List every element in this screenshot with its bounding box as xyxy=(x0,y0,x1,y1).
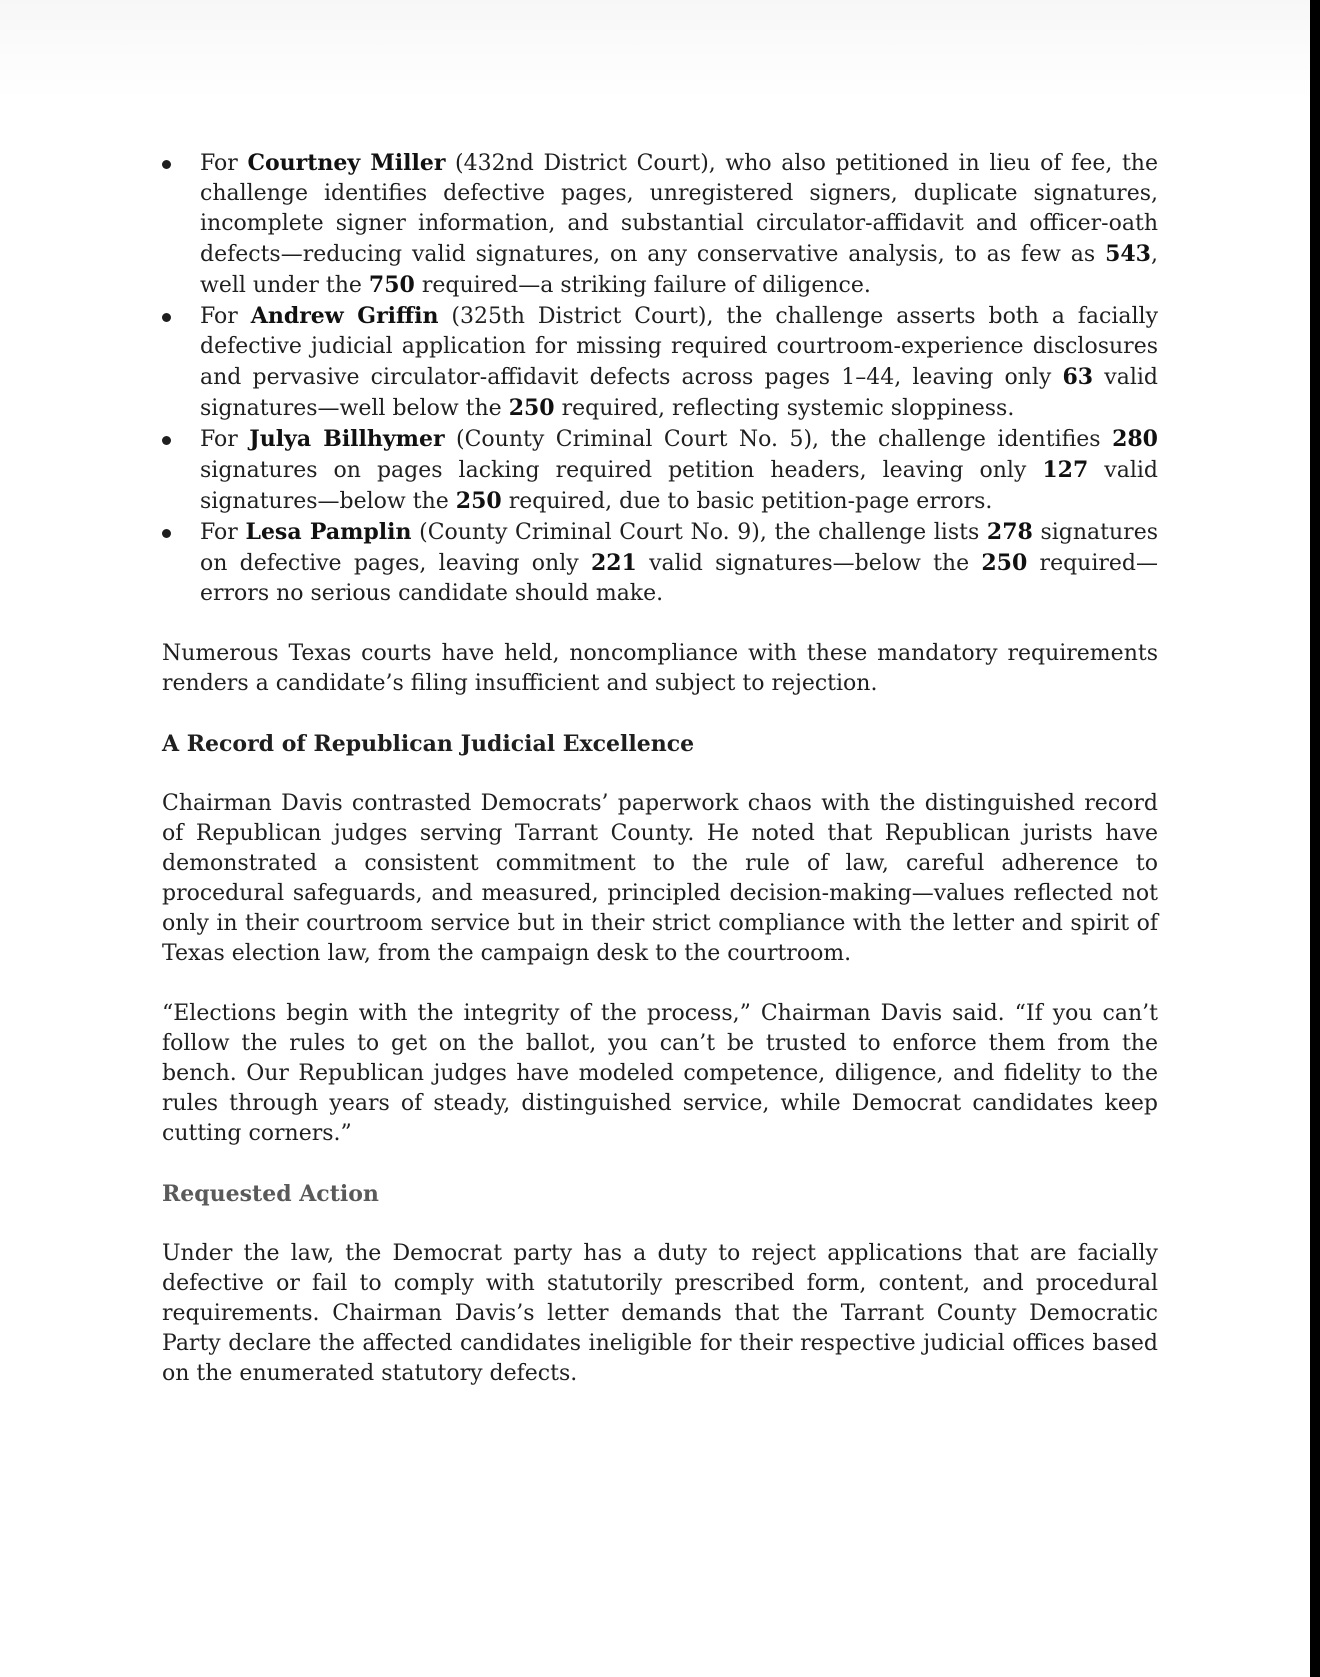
text-run: For xyxy=(200,427,250,452)
number-highlight: 280 xyxy=(1112,426,1158,452)
text-run: required—a striking failure of diligence. xyxy=(414,273,871,298)
section-heading-record: A Record of Republican Judicial Excellence xyxy=(162,731,695,757)
text-run: For xyxy=(200,520,246,545)
bullet-icon xyxy=(162,160,171,169)
candidate-name: Andrew Griffin xyxy=(250,303,439,329)
number-highlight: 543 xyxy=(1105,241,1151,267)
paragraph-quote: “Elections begin with the integrity of the process,” Chairman Davis said. “If you can’t follow the rules to get on the ballot, you can’t be trusted to enforce them from the bench. Our Republican judges have modeled competence, diligence, and fidelity to the rules through years of steady, distinguished service, while Democrat candidates keep cutting corners.” xyxy=(162,1001,1158,1146)
list-item-andrew-griffin xyxy=(162,301,1158,424)
list-item-lesa-pamplin xyxy=(162,517,1158,609)
section-heading-requested-action: Requested Action xyxy=(162,1181,379,1207)
number-highlight: 250 xyxy=(455,488,502,514)
text-run: required, reflecting systemic sloppiness. xyxy=(554,396,1015,421)
text-run: For xyxy=(200,304,251,329)
text-run: (County Criminal Court No. 9), the challenge lists xyxy=(411,520,987,545)
text-run: signatures on pages lacking required petition headers, leaving only xyxy=(200,458,1043,483)
candidate-name: Lesa Pamplin xyxy=(245,519,412,545)
candidate-defects-list xyxy=(162,148,1158,609)
bullet-icon xyxy=(162,436,171,445)
text-run: valid signatures—below the xyxy=(200,458,1158,514)
text-run: (325th District Court), the challenge asserts both a facially defective judicial application for missing required courtroom-experience disclosures and pervasive circulator-affidavit defects across pages 1–44, leaving only xyxy=(200,304,1158,390)
number-highlight: 250 xyxy=(981,550,1028,576)
bullet-icon xyxy=(162,313,171,322)
text-run: For xyxy=(200,151,248,176)
text-run: required—errors no serious candidate should make. xyxy=(200,551,1158,606)
number-highlight: 250 xyxy=(508,395,555,421)
text-run: required, due to basic petition-page errors. xyxy=(501,489,993,514)
bullet-icon xyxy=(162,529,171,538)
paragraph-contrast: Chairman Davis contrasted Democrats’ paperwork chaos with the distinguished record of Republican judges serving Tarrant County. He noted that Republican jurists have demonstrated a consistent commitment to the rule of law, careful adherence to procedural safeguards, and measured, principled decision-making—values reflected not only in their courtroom service but in their strict compliance with the letter and spirit of Texas election law, from the campaign desk to the courtroom. xyxy=(162,791,1158,966)
paragraph-action: Under the law, the Democrat party has a duty to reject applications that are facially defective or fail to comply with statutorily prescribed form, content, and procedural requirements. Chairman Davis’s letter demands that the Tarrant County Democratic Party declare the affected candidates ineligible for their respective judicial offices based on the enumerated statutory defects. xyxy=(162,1241,1158,1386)
text-run: , well under the xyxy=(200,242,1158,298)
number-highlight: 278 xyxy=(986,519,1033,545)
document-body xyxy=(162,148,1158,1389)
number-highlight: 127 xyxy=(1042,457,1089,483)
paragraph-courts: Numerous Texas courts have held, noncompliance with these mandatory requirements renders a candidate’s filing insufficient and subject to rejection. xyxy=(162,641,1158,696)
number-highlight: 221 xyxy=(590,550,637,576)
text-run: (County Criminal Court No. 5), the challenge identifies xyxy=(444,427,1113,452)
list-item-julya-billhymer xyxy=(162,424,1158,517)
number-highlight: 750 xyxy=(368,272,415,298)
candidate-name: Courtney Miller xyxy=(247,150,446,176)
list-item-courtney-miller xyxy=(162,148,1158,301)
text-run: (432nd District Court), who also petitioned in lieu of fee, the challenge identifies defective pages, unregistered signers, duplicate signatures, incomplete signer information, and substantial circulator-affidavit and officer-oath defects—reducing valid signatures, on any conservative analysis, to as few as xyxy=(200,151,1158,267)
number-highlight: 63 xyxy=(1062,364,1094,390)
text-run: valid signatures—well below the xyxy=(200,365,1158,421)
text-run: signatures on defective pages, leaving only xyxy=(200,520,1158,576)
page-top-shadow xyxy=(0,0,1310,100)
text-run: valid signatures—below the xyxy=(636,551,982,576)
candidate-name: Julya Billhymer xyxy=(249,426,445,452)
